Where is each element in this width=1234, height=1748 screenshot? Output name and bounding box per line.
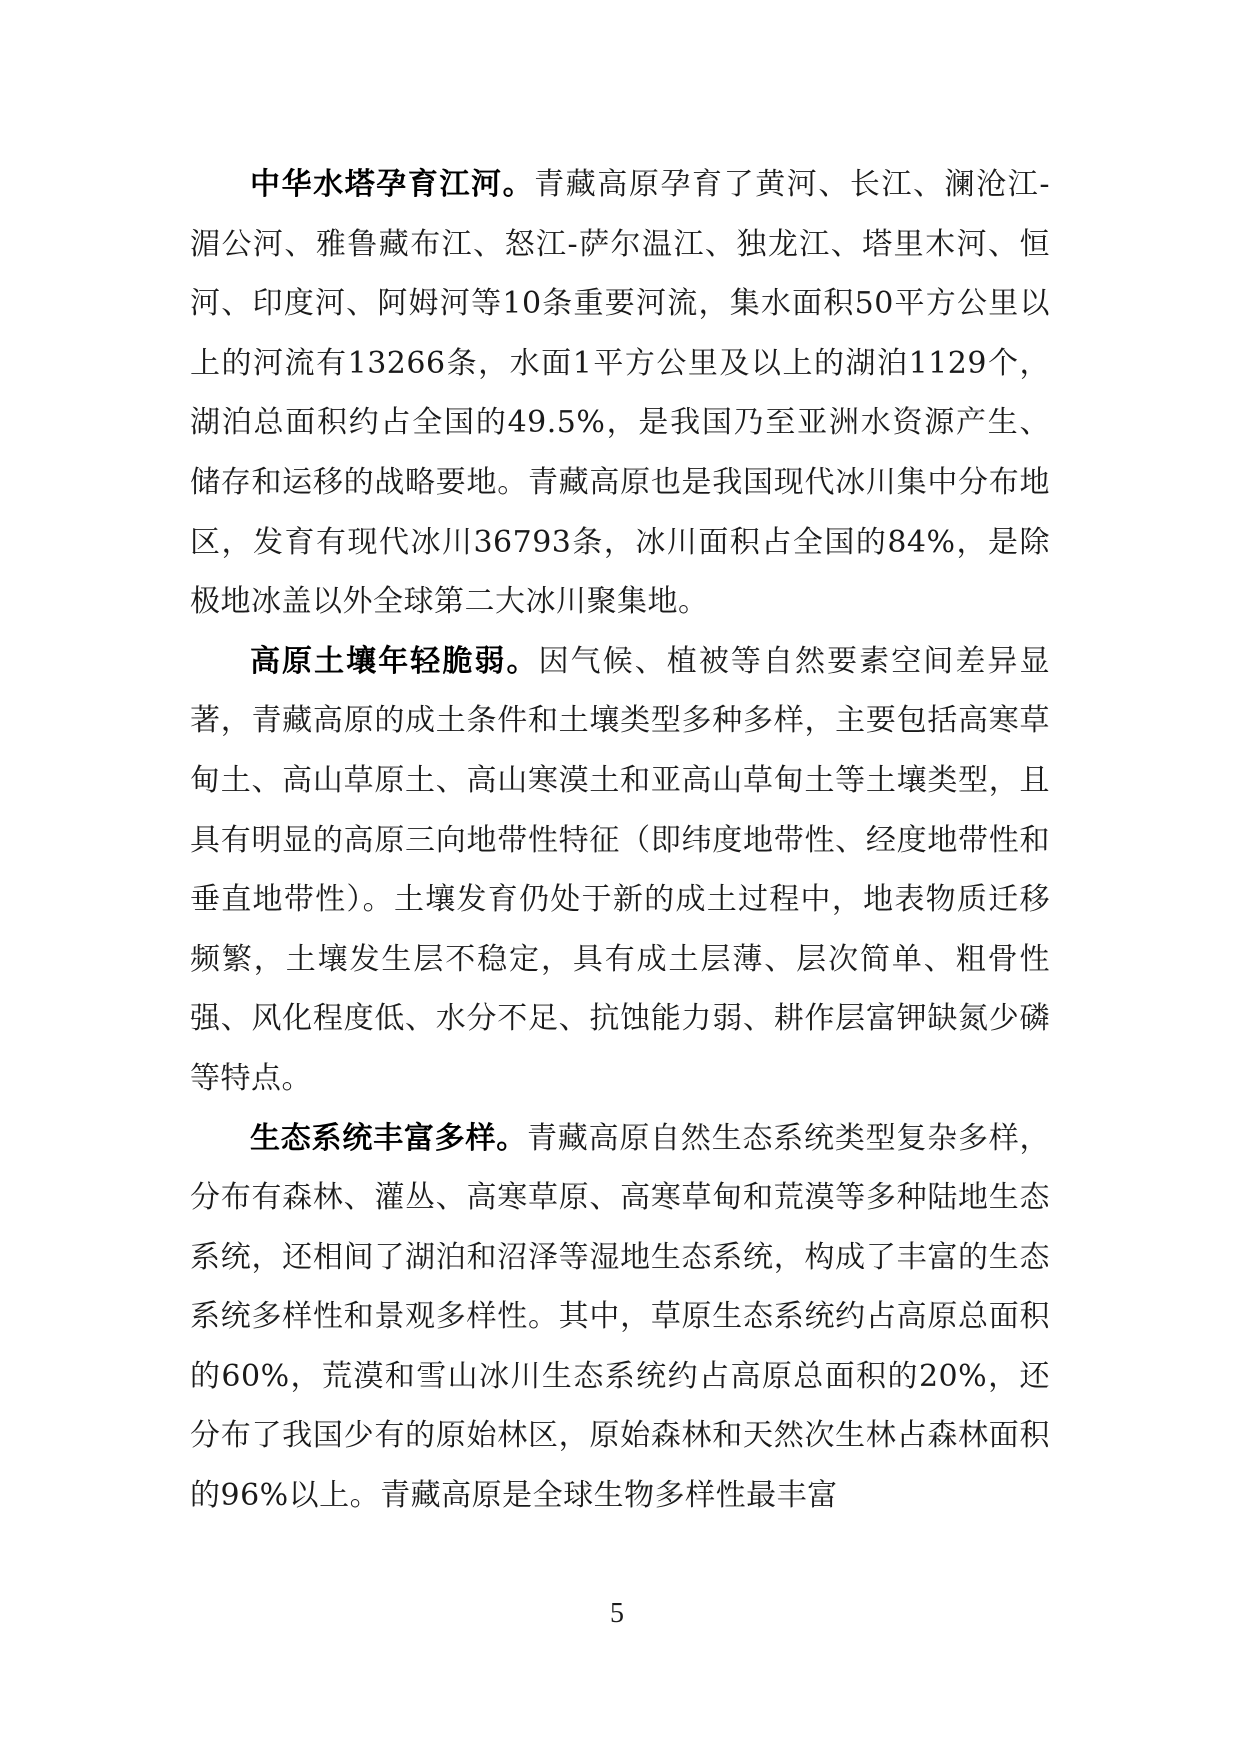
paragraph-heading: 高原土壤年轻脆弱。 (250, 643, 539, 679)
paragraph-water-tower (190, 155, 1050, 632)
paragraph-ecosystem (190, 1109, 1050, 1526)
paragraph-heading: 中华水塔孕育江河。 (250, 167, 535, 202)
paragraph-heading: 生态系统丰富多样。 (250, 1120, 528, 1156)
page-content (190, 155, 1050, 1526)
paragraph-body: 青藏高原孕育了黄河、长江、澜沧江-湄公河、雅鲁藏布江、怒江-萨尔温江、独龙江、塔里木河、恒河、印度河、阿姆河等10条重要河流，集水面积50平方公里以上的河流有13266条，水面1平方公里及以上的湖泊1129个，湖泊总面积约占全国的49.5%，是我国乃至亚洲水资源产生、储存和运移的战略要地。青藏高原也是我国现代冰川集中分布地区，发育有现代冰川36793条，冰川面积占全国的84%，是除极地冰盖以外全球第二大冰川聚集地。 (190, 167, 1050, 620)
paragraph-plateau-soil (190, 632, 1050, 1109)
paragraph-body: 青藏高原自然生态系统类型复杂多样，分布有森林、灌丛、高寒草原、高寒草甸和荒漠等多种陆地生态系统，还相间了湖泊和沼泽等湿地生态系统，构成了丰富的生态系统多样性和景观多样性。其中，草原生态系统约占高原总面积的60%，荒漠和雪山冰川生态系统约占高原总面积的20%，还分布了我国少有的原始林区，原始森林和天然次生林占森林面积的96%以上。青藏高原是全球生物多样性最丰富 (190, 1120, 1051, 1514)
page-number: 5 (610, 1598, 624, 1629)
paragraph-body: 因气候、植被等自然要素空间差异显著，青藏高原的成土条件和土壤类型多种多样，主要包括高寒草甸土、高山草原土、高山寒漠土和亚高山草甸土等土壤类型，且具有明显的高原三向地带性特征（即纬度地带性、经度地带性和垂直地带性）。土壤发育仍处于新的成土过程中，地表物质迁移频繁，土壤发生层不稳定，具有成土层薄、层次简单、粗骨性强、风化程度低、水分不足、抗蚀能力弱、耕作层富钾缺氮少磷等特点。 (190, 643, 1050, 1096)
